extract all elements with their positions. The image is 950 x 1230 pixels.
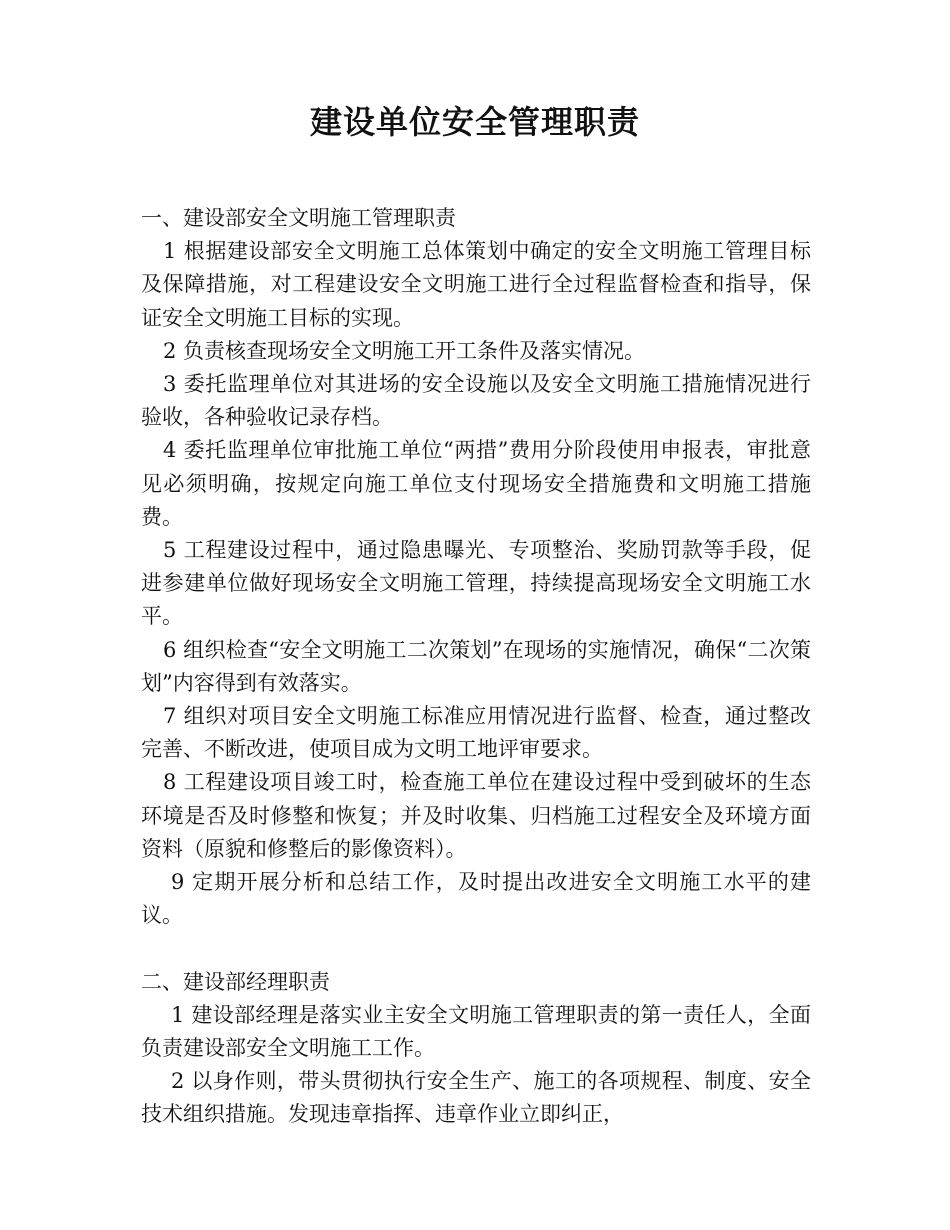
section-item: 2 负责核查现场安全文明施工开工条件及落实情况。 — [163, 338, 646, 363]
section-item: 2 以身作则，带头贯彻执行安全生产、施工的各项规程、制度、安全技术组织措施。发现违章指挥、违章作业立即纠正， — [141, 1069, 811, 1127]
section-item: 5 工程建设过程中，通过隐患曝光、专项整治、奖励罚款等手段，促进参建单位做好现场安全文明施工管理，持续提高现场安全文明施工水平。 — [141, 538, 811, 629]
document-body — [141, 202, 811, 1132]
section-item: 9 定期开展分析和总结工作，及时提出改进安全文明施工水平的建议。 — [141, 870, 811, 928]
section-heading: 一、建设部安全文明施工管理职责 — [141, 206, 456, 230]
section-construction-dept — [141, 202, 811, 932]
section-item: 4 委托监理单位审批施工单位“两措”费用分阶段使用申报表，审批意见必须明确，按规定向施工单位支付现场安全措施费和文明施工措施费。 — [141, 438, 811, 529]
section-spacer — [141, 932, 811, 965]
section-item: 7 组织对项目安全文明施工标准应用情况进行监督、检查，通过整改完善、不断改进，使项目成为文明工地评审要求。 — [141, 704, 811, 762]
section-item: 6 组织检查“安全文明施工二次策划”在现场的实施情况，确保“二次策划”内容得到有效落实。 — [141, 637, 811, 695]
document-title: 建设单位安全管理职责 — [309, 103, 640, 141]
section-heading: 二、建设部经理职责 — [141, 969, 330, 994]
section-item: 3 委托监理单位对其进场的安全设施以及安全文明施工措施情况进行验收，各种验收记录存档。 — [141, 372, 811, 430]
section-dept-manager — [141, 966, 811, 1132]
section-item: 1 根据建设部安全文明施工总体策划中确定的安全文明施工管理目标及保障措施，对工程建设安全文明施工进行全过程监督检查和指导，保证安全文明施工目标的实现。 — [141, 239, 811, 330]
section-item: 1 建设部经理是落实业主安全文明施工管理职责的第一责任人，全面负责建设部安全文明施工工作。 — [141, 1002, 811, 1061]
section-item: 8 工程建设项目竣工时，检查施工单位在建设过程中受到破坏的生态环境是否及时修整和恢复；并及时收集、归档施工过程安全及环境方面资料（原貌和修整后的影像资料）。 — [141, 770, 811, 861]
